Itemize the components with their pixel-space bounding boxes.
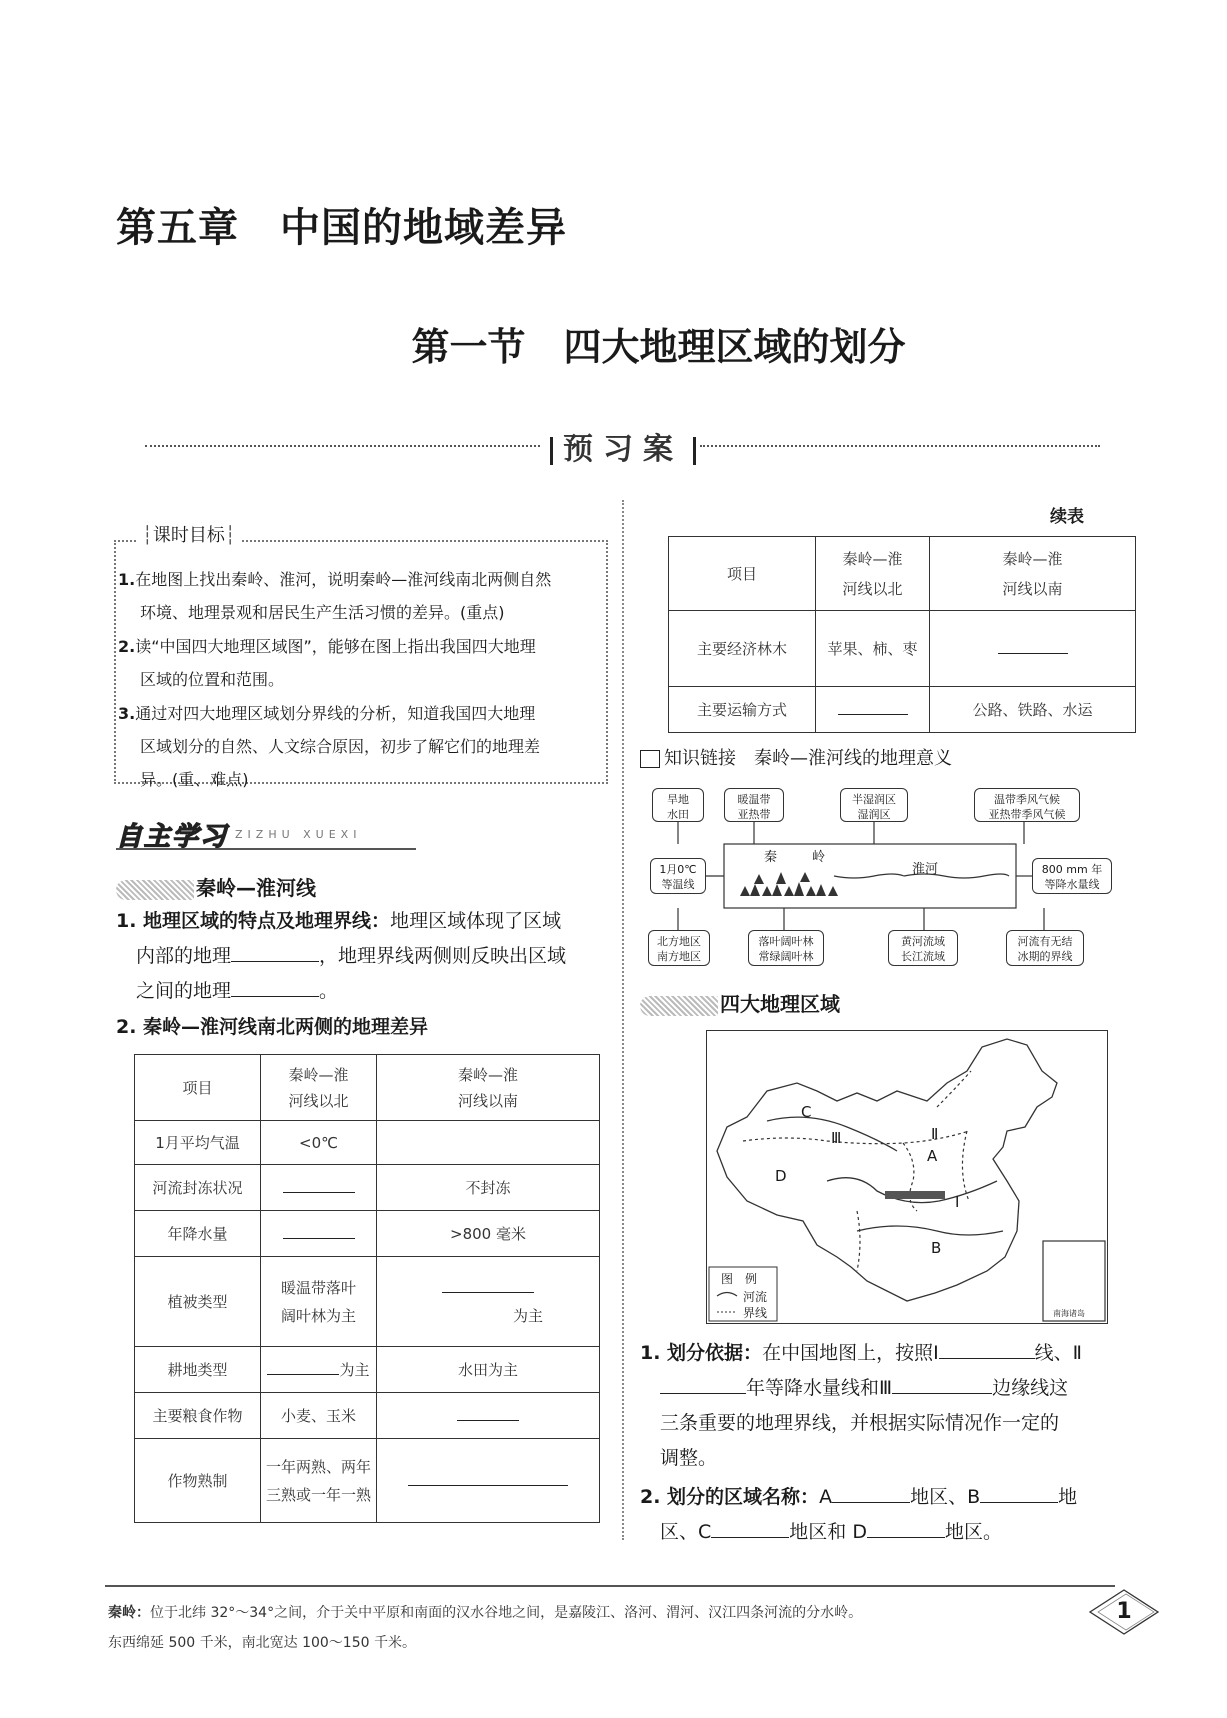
diagram-box: 落叶阔叶林 常绿阔叶林 bbox=[748, 930, 824, 966]
answer-blank[interactable] bbox=[457, 1406, 519, 1421]
table-cell: 不封冻 bbox=[377, 1165, 600, 1211]
table-cell: 1月平均气温 bbox=[135, 1121, 261, 1165]
table-cell: >800 毫米 bbox=[377, 1211, 600, 1257]
diagram-label-huaihe: 淮河 bbox=[912, 862, 939, 877]
table-cell: 为主 bbox=[261, 1347, 377, 1393]
table-header: 项目 bbox=[669, 537, 816, 611]
chapter-title: 第五章 中国的地域差异 bbox=[116, 205, 567, 251]
table-cell: 河流封冻状况 bbox=[135, 1165, 261, 1211]
table-cell: 主要经济林木 bbox=[669, 611, 816, 687]
map-label-d: D bbox=[775, 1167, 787, 1185]
geo-diff-table bbox=[134, 1054, 600, 1523]
answer-blank[interactable] bbox=[283, 1178, 355, 1193]
china-map-outline bbox=[707, 1031, 1107, 1323]
answer-blank[interactable] bbox=[408, 1471, 568, 1486]
topic-1-heading: 秦岭—淮河线 bbox=[116, 872, 316, 901]
table-cell bbox=[261, 1211, 377, 1257]
question-1: 1. 地理区域的特点及地理界线：地理区域体现了区域 内部的地理 ，地理界线两侧则反映出区域 之间的地理 。 bbox=[116, 910, 567, 1002]
preview-label: 预习案 bbox=[540, 424, 706, 468]
map-label-iii: Ⅲ bbox=[831, 1129, 842, 1147]
diagram-box: 暖温带 亚热带 bbox=[724, 788, 784, 822]
table-header: 秦岭—淮 河线以南 bbox=[377, 1055, 600, 1121]
knowledge-link-heading: 知识链接 秦岭—淮河线的地理意义 bbox=[640, 744, 952, 770]
table-cell bbox=[377, 1121, 600, 1165]
diagram-box: 河流有无结 冰期的界线 bbox=[1006, 930, 1084, 966]
topic-2-heading: 四大地理区域 bbox=[640, 988, 840, 1017]
answer-blank[interactable] bbox=[998, 639, 1068, 654]
table-header: 秦岭—淮 河线以北 bbox=[261, 1055, 377, 1121]
answer-blank[interactable] bbox=[267, 1360, 339, 1375]
question-3: 1. 划分依据：在中国地图上，按照Ⅰ 线、Ⅱ 年等降水量线和Ⅲ 边缘线这 三条重要的地理界线，并根据实际情况作一定的 调整。 bbox=[640, 1342, 1083, 1469]
table-cell: 小麦、玉米 bbox=[261, 1393, 377, 1439]
objective-1: 1.在地图上找出秦岭、淮河，说明秦岭—淮河线南北两侧自然 环境、地理景观和居民生产生活习惯的差异。(重点) bbox=[118, 570, 552, 622]
table-cell: 一年两熟、两年 三熟或一年一熟 bbox=[261, 1439, 377, 1523]
table-cell bbox=[930, 611, 1136, 687]
table-cell: 主要粮食作物 bbox=[135, 1393, 261, 1439]
answer-blank[interactable] bbox=[838, 700, 908, 715]
answer-blank[interactable] bbox=[231, 978, 319, 997]
answer-blank[interactable] bbox=[980, 1484, 1058, 1503]
map-label-ii: Ⅱ bbox=[931, 1125, 939, 1143]
china-regions-map bbox=[706, 1030, 1108, 1324]
answer-blank[interactable] bbox=[711, 1519, 789, 1538]
divider-right bbox=[700, 445, 1100, 447]
table-cell: 耕地类型 bbox=[135, 1347, 261, 1393]
page-number: 1 bbox=[1116, 1599, 1132, 1624]
divider-left bbox=[145, 445, 540, 447]
table-cell: 年降水量 bbox=[135, 1211, 261, 1257]
inset-label: 南海诸岛 bbox=[1053, 1309, 1085, 1318]
section-title: 第一节 四大地理区域的划分 bbox=[411, 324, 906, 369]
pencil-note-icon bbox=[640, 750, 660, 768]
footer-note: 秦岭：位于北纬 32°～34°之间，介于关中平原和南面的汉水谷地之间，是嘉陵江、洛河、渭河、汉江四条河流的分水岭。 东西绵延 500 千米，南北宽达 100～150 千米。 bbox=[108, 1605, 863, 1651]
diagram-box: 北方地区 南方地区 bbox=[648, 930, 710, 966]
table-cell: <0℃ bbox=[261, 1121, 377, 1165]
answer-blank[interactable] bbox=[231, 943, 319, 962]
question-4: 2. 划分的区域名称：A 地区、B 地 区、C 地区和 D 地区。 bbox=[640, 1486, 1078, 1543]
self-study-pinyin: ZIZHU XUEXI bbox=[235, 828, 362, 841]
diagram-box: 800 mm 年 等降水量线 bbox=[1032, 858, 1112, 894]
table-cell bbox=[816, 687, 930, 733]
diagram-label-ling: 岭 bbox=[812, 850, 826, 865]
continued-table-caption: 续表 bbox=[1050, 507, 1084, 527]
legend-boundary: 界线 bbox=[743, 1306, 768, 1320]
table-header: 秦岭—淮 河线以北 bbox=[816, 537, 930, 611]
map-label-i: Ⅰ bbox=[955, 1193, 960, 1211]
footer-divider bbox=[105, 1585, 1115, 1587]
table-header: 项目 bbox=[135, 1055, 261, 1121]
table-cell: 为主 bbox=[377, 1257, 600, 1347]
map-label-a: A bbox=[927, 1147, 938, 1165]
table-header: 秦岭—淮 河线以南 bbox=[930, 537, 1136, 611]
table-cell: 苹果、柿、枣 bbox=[816, 611, 930, 687]
self-study-underline bbox=[116, 848, 416, 850]
topic-tag-icon bbox=[640, 996, 718, 1016]
answer-blank[interactable] bbox=[832, 1484, 910, 1503]
answer-blank[interactable] bbox=[660, 1375, 746, 1394]
topic-tag-icon bbox=[116, 880, 194, 900]
knowledge-link-diagram bbox=[644, 780, 1124, 970]
answer-blank[interactable] bbox=[867, 1519, 945, 1538]
diagram-box: 黄河流域 长江流域 bbox=[888, 930, 958, 966]
map-label-b: B bbox=[931, 1239, 942, 1257]
diagram-box: 旱地 水田 bbox=[652, 788, 704, 822]
legend-title: 图 例 bbox=[721, 1272, 758, 1286]
diagram-box: 温带季风气候 亚热带季风气候 bbox=[974, 788, 1080, 822]
table-cell bbox=[377, 1439, 600, 1523]
legend-river: 河流 bbox=[743, 1290, 768, 1304]
self-study-title: 自主学习 bbox=[116, 822, 229, 852]
table-cell bbox=[261, 1165, 377, 1211]
table-cell: 水田为主 bbox=[377, 1347, 600, 1393]
diagram-box: 半湿润区 湿润区 bbox=[840, 788, 908, 822]
geo-diff-table-continued bbox=[668, 536, 1136, 733]
answer-blank[interactable] bbox=[892, 1375, 992, 1394]
objectives-label: ┆课时目标┆ bbox=[136, 521, 242, 547]
objective-2: 2.读“中国四大地理区域图”，能够在图上指出我国四大地理 区域的位置和范围。 bbox=[118, 637, 536, 689]
table-cell: 植被类型 bbox=[135, 1257, 261, 1347]
diagram-label-qin: 秦 bbox=[764, 850, 778, 865]
map-label-c: C bbox=[801, 1103, 812, 1121]
table-cell: 公路、铁路、水运 bbox=[930, 687, 1136, 733]
answer-blank[interactable] bbox=[442, 1278, 534, 1293]
column-divider bbox=[622, 500, 624, 1540]
table-cell: 暖温带落叶 阔叶林为主 bbox=[261, 1257, 377, 1347]
table-cell: 主要运输方式 bbox=[669, 687, 816, 733]
answer-blank[interactable] bbox=[283, 1224, 355, 1239]
diagram-box: 1月0℃ 等温线 bbox=[650, 858, 706, 894]
objective-3: 3.通过对四大地理区域划分界线的分析，知道我国四大地理 区域划分的自然、人文综合原因，初步了解它们的地理差 异。(重、难点) bbox=[118, 704, 541, 789]
table-cell: 作物熟制 bbox=[135, 1439, 261, 1523]
question-2: 2. 秦岭—淮河线南北两侧的地理差异 bbox=[116, 1016, 429, 1038]
answer-blank[interactable] bbox=[939, 1340, 1035, 1359]
table-cell bbox=[377, 1393, 600, 1439]
